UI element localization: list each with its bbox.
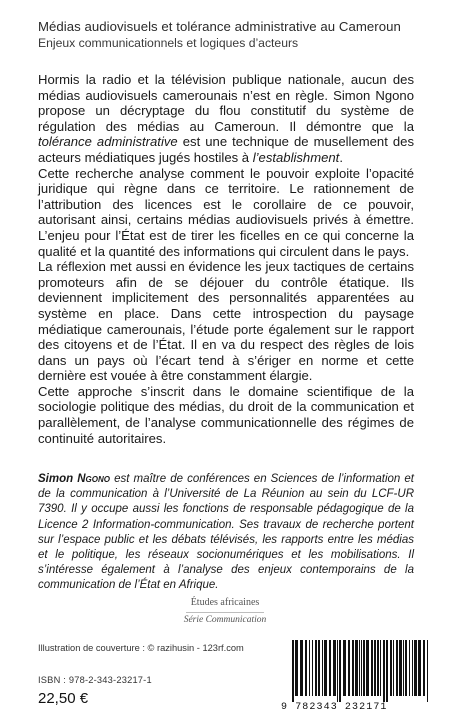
price: 22,50 € xyxy=(38,690,89,707)
barcode-bar xyxy=(414,640,417,696)
barcode-bar xyxy=(359,640,360,696)
barcode-bar xyxy=(418,640,421,696)
summary-p1-emphasis-2: l’establishment xyxy=(252,149,340,165)
barcode-bar xyxy=(322,640,323,696)
barcode-bar xyxy=(300,640,303,696)
summary-paragraph-2: Cette recherche analyse comment le pouvoir exploite l’opacité juridique qui règne dans ce territoire. Le rationnement de l’attribution des licences est le corollaire de ce pouvoir, autorisant ainsi, certains médias audiovisuels privés à émettre. L’enjeu pour l’État est de tirer les ficelles en ce qui concerne la qualité et la quantité des informations qui circulent dans le pays. xyxy=(38,165,414,259)
barcode-bar xyxy=(361,640,362,696)
barcode-bar xyxy=(371,640,373,696)
author-last-name: Ngono xyxy=(77,473,110,485)
summary-p1-emphasis-1: tolérance administrative xyxy=(38,134,178,150)
author-first-name: Simon xyxy=(38,473,74,485)
barcode-bar xyxy=(324,640,327,696)
barcode-bar xyxy=(403,640,404,696)
barcode-bar xyxy=(339,640,341,702)
barcode-bar xyxy=(396,640,398,696)
barcode-bar xyxy=(409,640,410,696)
barcode-bar xyxy=(355,640,358,696)
barcode-bar xyxy=(352,640,354,696)
summary-paragraph-1 xyxy=(38,72,414,166)
barcode-bar xyxy=(390,640,392,696)
barcode-bar xyxy=(380,640,381,696)
barcode-bar xyxy=(427,640,428,702)
barcode-bar xyxy=(363,640,365,696)
barcode-bar xyxy=(312,640,313,696)
author-name xyxy=(38,473,110,485)
book-title: Médias audiovisuels et tolérance administrative au Cameroun xyxy=(38,19,401,34)
isbn: ISBN : 978-2-343-23217-1 xyxy=(38,675,152,685)
summary-p1-text-c: . xyxy=(339,149,343,165)
summary-paragraph-3: La réflexion met aussi en évidence les jeux tactiques de certains promoteurs afin de se déjouer du contrôle étatique. Ils deviennent implicitement des personnalités apparentées au système en place. Dans cette introspection du paysage médiatique camerounais, l’étude porte également sur le rapport des citoyens et de l’État. Il en va du respect des règles de lois dans un pays où l’écart tend à s’ériger en norme et cette dernière est vouée à être constamment élargie. xyxy=(38,259,414,384)
summary-paragraph-4: Cette approche s’inscrit dans le domaine scientifique de la sociologie politique des médias, du droit de la communication et parallèlement, de l’analyse communicationnelle des régimes de continuité autoritaires. xyxy=(38,383,414,446)
barcode-bar xyxy=(412,640,413,696)
collection-name: Études africaines xyxy=(190,597,260,608)
barcode-bar xyxy=(333,640,336,696)
barcode-bar xyxy=(329,640,331,696)
barcode-bar xyxy=(348,640,350,696)
barcode-bar xyxy=(337,640,338,702)
barcode-bar xyxy=(295,640,298,696)
barcode-bar xyxy=(315,640,317,696)
author-bio-text: est maître de conférences en Sciences de l’information et de la communication à l’Université de La Réunion au sein du LCF-UR 7390. Il y occupe aussi les fonctions de responsable pédagogique de la Licence 2 Information-communication. Ses travaux de recherche portent sur l’espace public et les débats télévisés, les rapports entre les médias et le politique, les réseaux socionumériques et les mobilisations. Il s’intéresse également à l’analyse des enjeux contemporains de la communication de l’État en Afrique. xyxy=(38,473,414,592)
collection-series: Série Communication xyxy=(183,615,267,625)
barcode-digits: 9 782343 232171 xyxy=(281,702,388,713)
barcode-bar xyxy=(393,640,394,696)
barcode-bar xyxy=(366,640,369,696)
barcode-bar xyxy=(423,640,425,696)
barcode-bar xyxy=(292,640,294,702)
title-block xyxy=(38,18,438,51)
barcode-bar xyxy=(305,640,307,696)
barcode-bar xyxy=(343,640,346,696)
barcode-bar xyxy=(386,640,388,702)
barcode-bar xyxy=(383,640,385,702)
author-bio xyxy=(38,472,414,594)
cover-illustration-credit: Illustration de couverture : © razihusin - 123rf.com xyxy=(38,643,244,653)
barcode-bar xyxy=(309,640,310,696)
back-cover-summary xyxy=(38,72,414,446)
summary-p1-text-b: est une technique de musellement des acteurs médiatiques jugés hostiles à xyxy=(38,134,414,165)
summary-p1-text-a: Hormis la radio et la télévision publique nationale, aucun des médias audiovisuels camerounais n’est en règle. Simon Ngono propose un décryptage du flou constitutif du système de régulation des médias au Cameroun. Il démontre que la xyxy=(38,72,414,134)
barcode-bar xyxy=(399,640,402,696)
collection-divider xyxy=(186,612,264,613)
barcode-image xyxy=(290,640,430,702)
barcode-bar xyxy=(405,640,407,696)
barcode-bar xyxy=(377,640,379,696)
barcode-bar xyxy=(318,640,320,696)
book-subtitle: Enjeux communicationnels et logiques d’acteurs xyxy=(38,36,299,50)
barcode-bar xyxy=(374,640,376,696)
